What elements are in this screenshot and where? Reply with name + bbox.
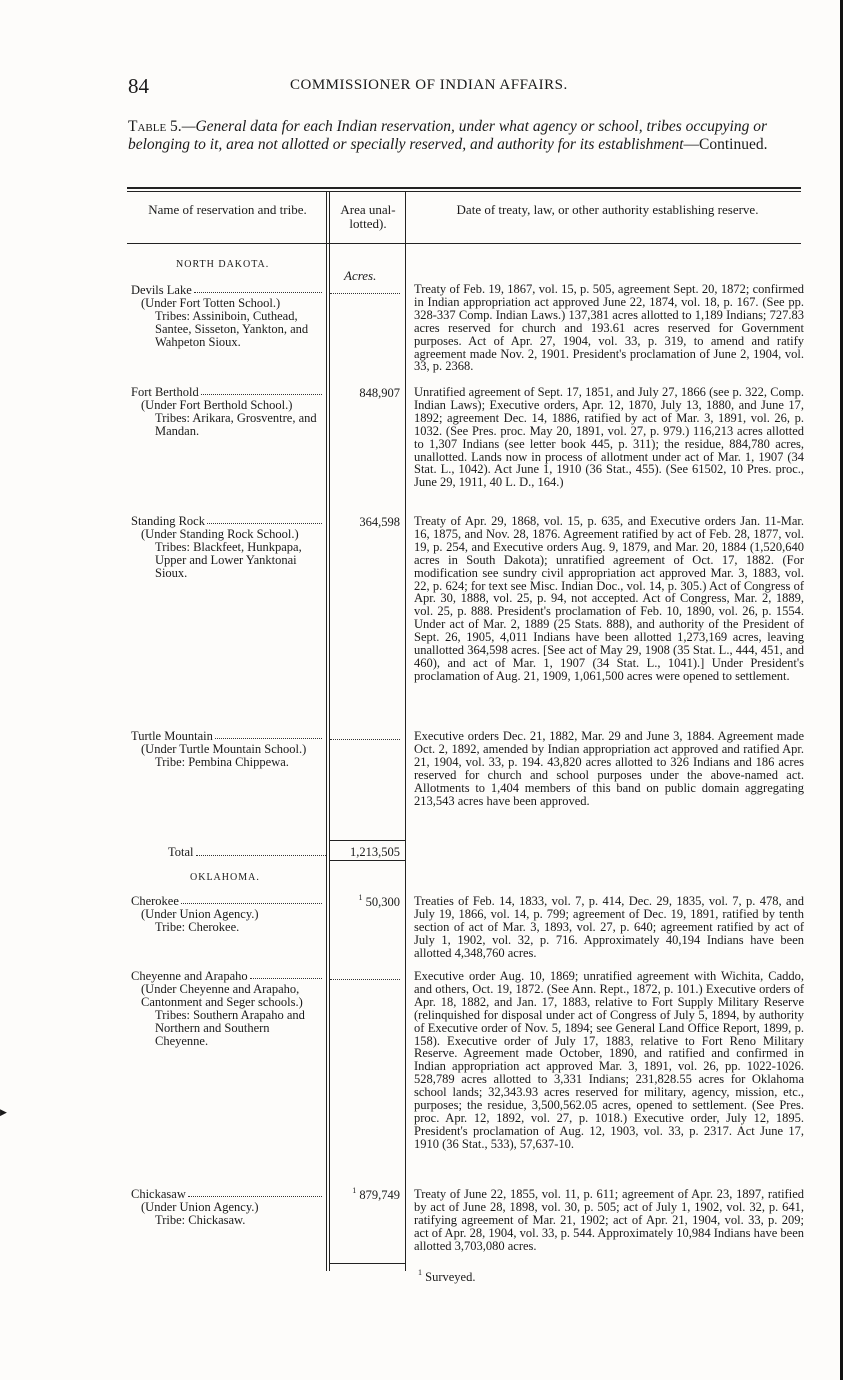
total-row	[168, 845, 328, 860]
column-header-area: Area unal-lotted).	[340, 202, 396, 231]
margin-mark: ▶	[0, 1107, 7, 1117]
reservation-entry	[131, 895, 324, 934]
reservation-name: Standing Rock	[131, 514, 205, 528]
reservation-agency: (Under Union Agency.)	[141, 907, 259, 921]
authority-text: Treaty of Feb. 19, 1867, vol. 15, p. 505, agreement Sept. 20, 1872; confirmed in Indian appropriation act approved June 22, 1874, vol. 18, p. 167. (See pp. 328-337 Comp. Indian Laws.) 137,381 acres allotted to 1,189 Indians; 727.83 acres reserved for church and 193.61 acres reserved for Government purposes. Act of Apr. 27, 1904, vol. 33, p. 319, to amend and ratify agreement made Nov. 2, 1901. President's proclamation of June 2, 1904, vol. 33, p. 2368.	[414, 282, 804, 374]
reservation-tribes: Tribe: Chickasaw.	[155, 1213, 246, 1227]
footnote	[418, 1270, 475, 1285]
reservation-entry	[131, 515, 324, 580]
column-divider-2	[405, 191, 406, 1271]
authority-text: Treaty of June 22, 1855, vol. 11, p. 611; agreement of Apr. 23, 1897, ratified by act of June 28, 1898, vol. 30, p. 505; act of July 1, 1902, vol. 32, p. 641, ratifying agreement of Mar. 21, 1902; act of Apr. 21, 1904, vol. 33, p. 209; act of Apr. 28, 1904, vol. 33, p. 544. Approximately 10,984 Indians have been allotted 3,703,080 acres.	[414, 1187, 804, 1253]
area-value: $^1$ 879,749	[352, 1186, 400, 1202]
area-value	[330, 730, 400, 740]
table-top-rule-2	[127, 191, 801, 192]
section-title: NORTH DAKOTA.	[176, 259, 270, 270]
column-header-authority: Date of treaty, law, or other authority establishing reserve.	[456, 202, 759, 217]
authority-text: Treaties of Feb. 14, 1833, vol. 7, p. 414, Dec. 29, 1835, vol. 7, p. 478, and July 19, 1866, vol. 14, p. 799; agreement of Dec. 19, 1891, ratified by tenth section of act of Mar. 3, 1893, vol. 27, p. 640; agreement ratified by act of July 1, 1902, vol. 32, p. 716. Approximately 40,194 Indians have been allotted 4,348,760 acres.	[414, 894, 804, 960]
total-top-rule	[330, 840, 405, 841]
reservation-entry	[131, 1188, 324, 1227]
reservation-name: Fort Berthold	[131, 385, 199, 399]
reservation-agency: (Under Union Agency.)	[141, 1200, 259, 1214]
caption-lead: Table 5.	[128, 118, 182, 135]
reservation-agency: (Under Fort Berthold School.)	[141, 398, 293, 412]
reservation-entry	[131, 386, 324, 438]
reservation-entry	[131, 970, 324, 1048]
table-bottom-rule	[330, 1263, 405, 1264]
reservation-name: Turtle Mountain	[131, 729, 213, 743]
area-value	[330, 284, 400, 294]
running-head: COMMISSIONER OF INDIAN AFFAIRS.	[290, 77, 568, 93]
column-divider-1	[326, 191, 327, 1271]
reservation-agency: (Under Fort Totten School.)	[141, 296, 281, 310]
reservation-tribes: Tribes: Arikara, Grosventre, and Mandan.	[155, 411, 317, 438]
total-bottom-rule	[330, 860, 405, 861]
reservation-name: Devils Lake	[131, 283, 192, 297]
column-header-name: Name of reservation and tribe.	[148, 202, 307, 217]
area-value: 848,907	[359, 386, 400, 400]
table-caption	[128, 118, 803, 154]
page-number: 84	[128, 74, 149, 98]
reservation-agency: (Under Cheyenne and Arapaho, Cantonment and Seger schools.)	[141, 982, 303, 1009]
reservation-tribes: Tribe: Cherokee.	[155, 920, 240, 934]
reservation-entry	[131, 730, 324, 769]
total-value: 1,213,505	[350, 845, 400, 859]
caption-suffix: —Continued.	[683, 136, 768, 153]
authority-text: Executive orders Dec. 21, 1882, Mar. 29 and June 3, 1884. Agreement made Oct. 2, 1892, amended by Indian appropriation act approved and ratified Apr. 21, 1904, vol. 33, p. 194. 43,820 acres allotted to 326 Indians and 186 acres reserved for church and school purposes under the above-named act. Allotments to 1,404 members of this band on public domain aggregating 213,543 acres have been approved.	[414, 729, 804, 808]
reservation-name: Cherokee	[131, 894, 179, 908]
authority-text: Treaty of Apr. 29, 1868, vol. 15, p. 635, and Executive orders Jan. 11-Mar. 16, 1875, and Nov. 28, 1876. Agreement ratified by act of Feb. 28, 1877, vol. 19, p. 254, and Executive orders Aug. 9, 1879, and Mar. 20, 1884 (1,520,640 acres in South Dakota); unratified agreement of Oct. 17, 1882. (For modification see sundry civil appropriation act approved Mar. 3, 1883, vol. 22, p. 624; for text see Misc. Indian Doc., vol. 14, p. 305.) Act of Congress of Apr. 30, 1888, vol. 25, p. 94, not accepted. Act of Congress, Mar. 2, 1889, vol. 25, p. 888. President's proclamation of Feb. 10, 1890, vol. 26, p. 1554. Under act of Mar. 2, 1889 (25 Stats. 888), and authority of the President of Sept. 26, 1905, 4,011 Indians have been allotted 1,273,169 acres, leaving unallotted 364,598 acres. [See act of May 29, 1908 (35 Stat. L., 444, 451, and 460), and act of Mar. 1, 1907 (34 Stat. L., 1041).] Under President's proclamation of Aug. 21, 1909, 1,061,500 acres were opened to settlement.	[414, 514, 804, 683]
authority-text: Executive order Aug. 10, 1869; unratified agreement with Wichita, Caddo, and others, Oct. 19, 1872. (See Ann. Rept., 1872, p. 101.) Executive orders of Apr. 18, 1882, and Jan. 17, 1883, relative to Fort Supply Military Reserve (relinquished for disposal under act of Congress of July 5, 1894, by authority of Executive order of Nov. 5, 1894; see General Land Office Report, 1899, p. 158). Executive order of July 17, 1883, relative to Fort Reno Military Reserve. Agreement made October, 1890, and ratified and confirmed in Indian appropriation act approved Mar. 3, 1891, vol. 26, pp. 1022-1026. 528,789 acres allotted to 3,331 Indians; 231,828.55 acres for Oklahoma school lands; 32,343.93 acres reserved for military, agency, mission, etc., purposes; the residue, 3,500,562.05 acres, opened to settlement. (See Pres. proc. Apr. 12, 1892, vol. 27, p. 1018.) Executive order, July 12, 1895. President's proclamation of Aug. 12, 1903, vol. 33, p. 2317. Act June 17, 1910 (36 Stat., 533), 57,637-10.	[414, 969, 804, 1151]
authority-text: Unratified agreement of Sept. 17, 1851, and July 27, 1866 (see p. 322, Comp. Indian Laws); Executive orders, Apr. 12, 1870, July 13, 1880, and June 17, 1892; agreement Dec. 14, 1886, ratified by act of Mar. 3, 1891, vol. 26, p. 1032. (See Pres. proc. May 20, 1891, vol. 27, p. 979.) 116,213 acres allotted to 1,307 Indians (see letter book 445, p. 311); the residue, 884,780 acres, unallotted. Lands now in process of allotment under act of Mar. 1, 1907 (34 Stat. L., 1042). Act June 1, 1910 (36 Stat., 455). (See 61502, 10 Pres. proc., June 29, 1911, 40 L. D., 164.)	[414, 385, 804, 490]
caption-text: —General data for each Indian reservation, under what agency or school, tribes occupying or belonging to it, area not allotted or specially reserved, and authority for its establishment	[128, 118, 768, 153]
footnote-mark: 1	[352, 1186, 357, 1195]
total-label: Total	[168, 845, 194, 859]
area-value: $^1$ 50,300	[358, 893, 400, 909]
footnote-mark: 1	[358, 893, 363, 902]
reservation-agency: (Under Turtle Mountain School.)	[141, 742, 307, 756]
units-label: Acres.	[344, 268, 377, 283]
reservation-tribes: Tribes: Blackfeet, Hunkpapa, Upper and Lower Yanktonai Sioux.	[155, 540, 302, 580]
area-value	[330, 970, 400, 980]
footnote-mark: 1	[418, 1268, 422, 1277]
reservation-entry	[131, 284, 324, 349]
reservation-tribes: Tribes: Southern Arapaho and Northern and Southern Cheyenne.	[155, 1008, 305, 1048]
reservation-tribes: Tribe: Pembina Chippewa.	[155, 755, 289, 769]
header-bottom-rule	[127, 243, 801, 244]
table-top-rule	[127, 187, 801, 189]
area-value: 364,598	[359, 515, 400, 529]
reservation-name: Chickasaw	[131, 1187, 186, 1201]
reservation-agency: (Under Standing Rock School.)	[141, 527, 299, 541]
section-title: OKLAHOMA.	[190, 872, 260, 883]
footnote-text: Surveyed.	[425, 1270, 476, 1284]
reservation-name: Cheyenne and Arapaho	[131, 969, 248, 983]
reservation-tribes: Tribes: Assiniboin, Cuthead, Santee, Sisseton, Yankton, and Wahpeton Sioux.	[155, 309, 309, 349]
